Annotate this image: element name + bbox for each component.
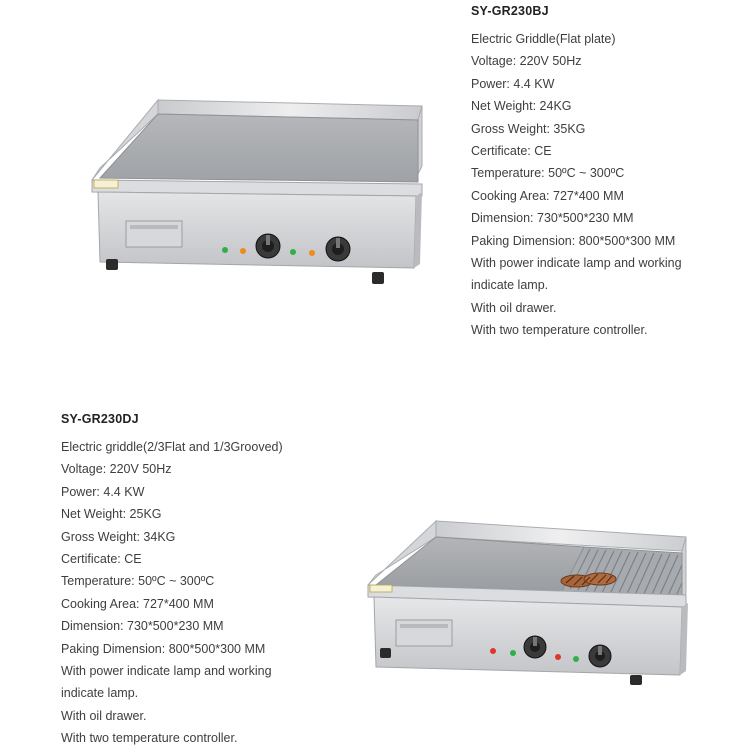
spec-gross-weight: Gross Weight: 34KG	[61, 529, 176, 544]
spec-cooking-area: Cooking Area: 727*400 MM	[61, 596, 214, 611]
spec-lamp: With power indicate lamp and working	[471, 256, 682, 271]
spec-type: Electric griddle(2/3Flat and 1/3Grooved)	[61, 440, 283, 454]
spec-controller: With two temperature controller.	[61, 731, 238, 746]
spec-net-weight: Net Weight: 25KG	[61, 507, 162, 522]
spec-lamp-cont: indicate lamp.	[471, 278, 549, 293]
model-title: SY-GR230DJ	[61, 412, 139, 426]
spec-type: Electric Griddle(Flat plate)	[471, 32, 616, 46]
spec-power: Power: 4.4 KW	[471, 76, 555, 91]
spec-temperature: Temperature: 50ºC ~ 300ºC	[471, 166, 625, 181]
spec-cooking-area: Cooking Area: 727*400 MM	[471, 188, 624, 203]
spec-certificate: Certificate: CE	[471, 144, 552, 159]
product-flat-griddle	[471, 4, 682, 342]
spec-packing-dimension: Paking Dimension: 800*500*300 MM	[61, 641, 266, 656]
flat-griddle-photo	[88, 96, 428, 291]
spec-lamp: With power indicate lamp and working	[61, 664, 272, 679]
spec-power: Power: 4.4 KW	[61, 484, 145, 499]
spec-lamp-cont: indicate lamp.	[61, 686, 139, 701]
spec-dimension: Dimension: 730*500*230 MM	[61, 619, 224, 634]
product-grooved-griddle	[61, 412, 283, 750]
spec-temperature: Temperature: 50ºC ~ 300ºC	[61, 574, 215, 589]
spec-packing-dimension: Paking Dimension: 800*500*300 MM	[471, 233, 676, 248]
spec-gross-weight: Gross Weight: 35KG	[471, 121, 586, 136]
spec-voltage: Voltage: 220V 50Hz	[471, 54, 582, 69]
spec-list	[61, 436, 283, 750]
spec-oil-drawer: With oil drawer.	[61, 708, 147, 723]
spec-oil-drawer: With oil drawer.	[471, 300, 557, 315]
spec-certificate: Certificate: CE	[61, 552, 142, 567]
grooved-griddle-photo	[362, 517, 692, 689]
model-title: SY-GR230BJ	[471, 4, 549, 18]
spec-list	[471, 28, 682, 342]
spec-controller: With two temperature controller.	[471, 323, 648, 338]
spec-net-weight: Net Weight: 24KG	[471, 99, 572, 114]
spec-voltage: Voltage: 220V 50Hz	[61, 462, 172, 477]
spec-dimension: Dimension: 730*500*230 MM	[471, 211, 634, 226]
